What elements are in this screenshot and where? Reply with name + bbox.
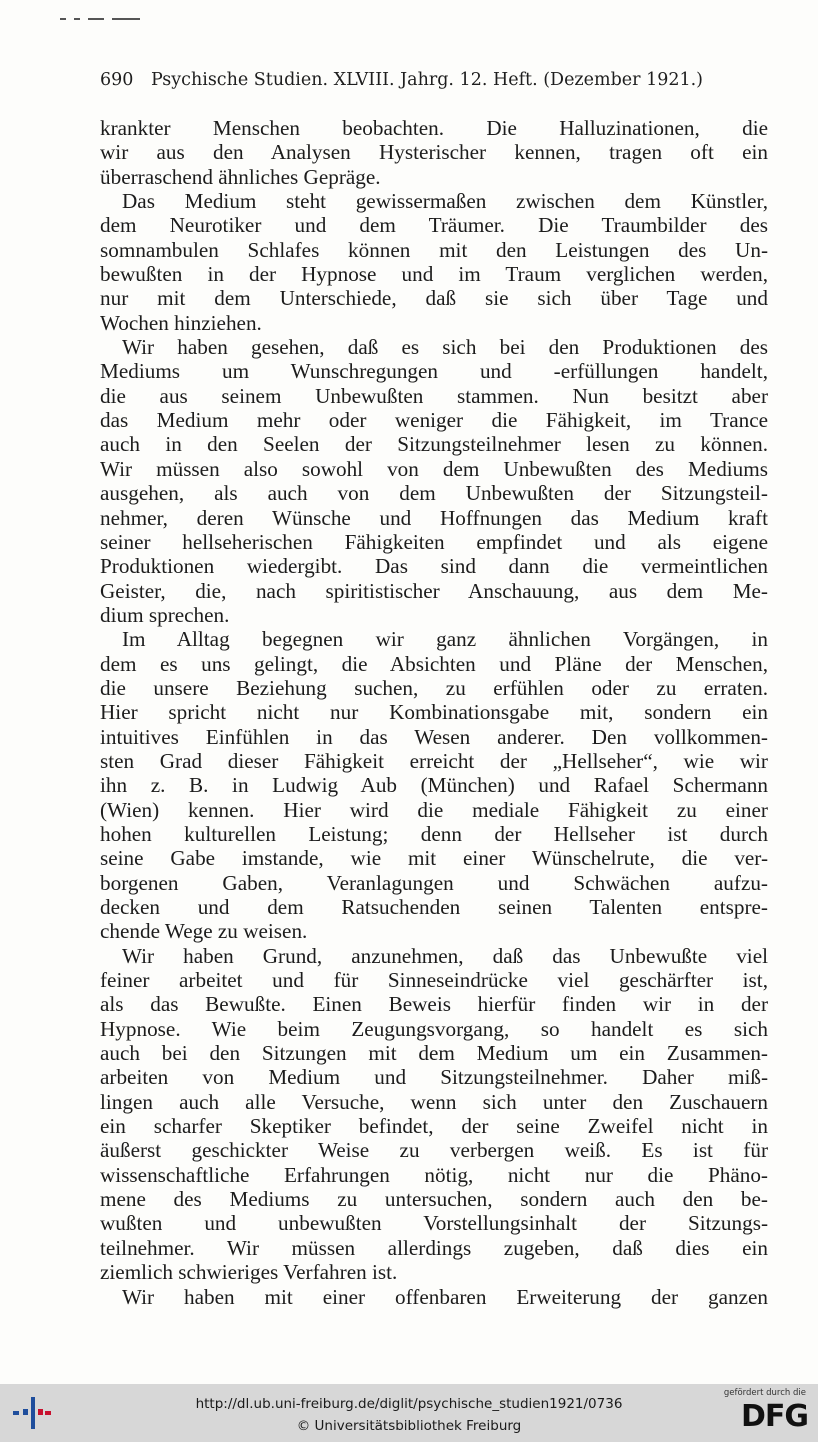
text-line: Mediums um Wunschregungen und -erfüllungen handelt, [100, 359, 768, 384]
running-header [100, 70, 780, 90]
text-line: Produktionen wiedergibt. Das sind dann die vermeintlichen [100, 554, 768, 579]
text-line: dem Neurotiker und dem Träumer. Die Traumbilder des [100, 213, 768, 238]
text-line: die aus seinem Unbewußten stammen. Nun besitzt aber [100, 383, 768, 408]
text-line: Im Alltag begegnen wir ganz ähnlichen Vorgängen, in [122, 627, 768, 652]
text-line: feiner arbeitet und für Sinneseindrücke viel geschärfter ist, [100, 968, 768, 993]
text-line: wußten und unbewußten Vorstellungsinhalt der Sitzungs- [100, 1211, 768, 1236]
text-line: Wochen hinziehen. [100, 310, 262, 335]
text-line: ein scharfer Skeptiker befindet, der seine Zweifel nicht in [100, 1114, 768, 1139]
running-title: Psychische Studien. XLVIII. Jahrg. 12. Heft. (Dezember 1921.) [150, 70, 704, 90]
text-line: auch in den Seelen der Sitzungsteilnehmer lesen zu können. [100, 432, 768, 457]
text-line: decken und dem Ratsuchenden seinen Talenten entspre- [100, 895, 768, 919]
text-line: teilnehmer. Wir müssen allerdings zugeben, daß dies ein [100, 1235, 768, 1260]
text-line: ziemlich schwieriges Verfahren ist. [100, 1260, 398, 1285]
text-line: krankter Menschen beobachten. Die Halluzinationen, die [100, 116, 768, 140]
text-line: wissenschaftliche Erfahrungen nötig, nicht nur die Phäno- [100, 1162, 768, 1187]
text-line: als das Bewußte. Einen Beweis hierfür finden wir in der [100, 992, 768, 1017]
text-line: äußerst geschickter Weise zu verbergen weiß. Es ist für [100, 1138, 768, 1163]
text-line: arbeiten von Medium und Sitzungsteilnehmer. Daher miß- [100, 1065, 768, 1090]
text-line: mene des Mediums zu untersuchen, sondern auch den be- [100, 1187, 768, 1212]
footer-bar [0, 1384, 818, 1442]
body-text [100, 116, 768, 1309]
text-line: das Medium mehr oder weniger die Fähigkeit, im Trance [100, 408, 768, 433]
source-url[interactable]: http://dl.ub.uni-freiburg.de/diglit/psychische_studien1921/0736 [195, 1396, 623, 1412]
text-line: bewußten in der Hypnose und im Traum verglichen werden, [100, 262, 768, 287]
text-line: Hier spricht nicht nur Kombinationsgabe mit, sondern ein [100, 700, 768, 725]
text-line: (Wien) kennen. Hier wird die mediale Fähigkeit zu einer [100, 797, 768, 822]
dfg-caption: gefördert durch die [723, 1388, 806, 1398]
page-number: 690 [100, 70, 134, 90]
text-line: borgenen Gaben, Veranlagungen und Schwächen aufzu- [100, 870, 768, 895]
scan-edge-marks [60, 10, 170, 22]
text-line: seiner hellseherischen Fähigkeiten empfindet und als eigene [100, 529, 768, 554]
text-line: hohen kulturellen Leistung; denn der Hellseher ist durch [100, 821, 768, 846]
dfg-logo: DFG [740, 1399, 808, 1434]
text-line: dem es uns gelingt, die Absichten und Pläne der Menschen, [100, 651, 768, 676]
text-line: Hypnose. Wie beim Zeugungsvorgang, so handelt es sich [100, 1016, 768, 1041]
text-line: Wir haben gesehen, daß es sich bei den Produktionen des [122, 335, 768, 360]
text-line: Wir müssen also sowohl von dem Unbewußten des Mediums [100, 456, 768, 481]
text-line: intuitives Einfühlen in das Wesen anderer. Den vollkommen- [100, 724, 768, 749]
text-line: nehmer, deren Wünsche und Hoffnungen das Medium kraft [100, 505, 768, 530]
text-line: lingen auch alle Versuche, wenn sich unter den Zuschauern [100, 1089, 768, 1114]
text-line: auch bei den Sitzungen mit dem Medium um ein Zusammen- [100, 1041, 768, 1066]
text-line: ausgehen, als auch von dem Unbewußten der Sitzungsteil- [100, 481, 768, 506]
text-line: dium sprechen. [100, 602, 230, 627]
text-line: seine Gabe imstande, wie mit einer Wünschelrute, die ver- [100, 846, 768, 871]
text-line: sten Grad dieser Fähigkeit erreicht der „Hellseher“, wie wir [100, 748, 768, 773]
text-line: Geister, die, nach spiritistischer Anschauung, aus dem Me- [100, 578, 768, 603]
text-line: Das Medium steht gewissermaßen zwischen dem Künstler, [122, 189, 768, 214]
text-line: nur mit dem Unterschiede, daß sie sich über Tage und [100, 286, 768, 311]
text-line: Wir haben Grund, anzunehmen, daß das Unbewußte viel [122, 943, 768, 968]
text-line: die unsere Beziehung suchen, zu erfühlen oder zu erraten. [100, 675, 768, 700]
text-line: wir aus den Analysen Hysterischer kennen, tragen oft ein [100, 140, 768, 165]
text-line: Wir haben mit einer offenbaren Erweiterung der ganzen [122, 1284, 768, 1309]
text-line: chende Wege zu weisen. [100, 919, 308, 944]
text-line: ihn z. B. in Ludwig Aub (München) und Rafael Schermann [100, 773, 768, 798]
copyright-notice: © Universitätsbibliothek Freiburg [296, 1418, 522, 1434]
text-line: somnambulen Schlafes können mit den Leistungen des Un- [100, 237, 768, 262]
text-line: überraschend ähnliches Gepräge. [100, 164, 381, 189]
